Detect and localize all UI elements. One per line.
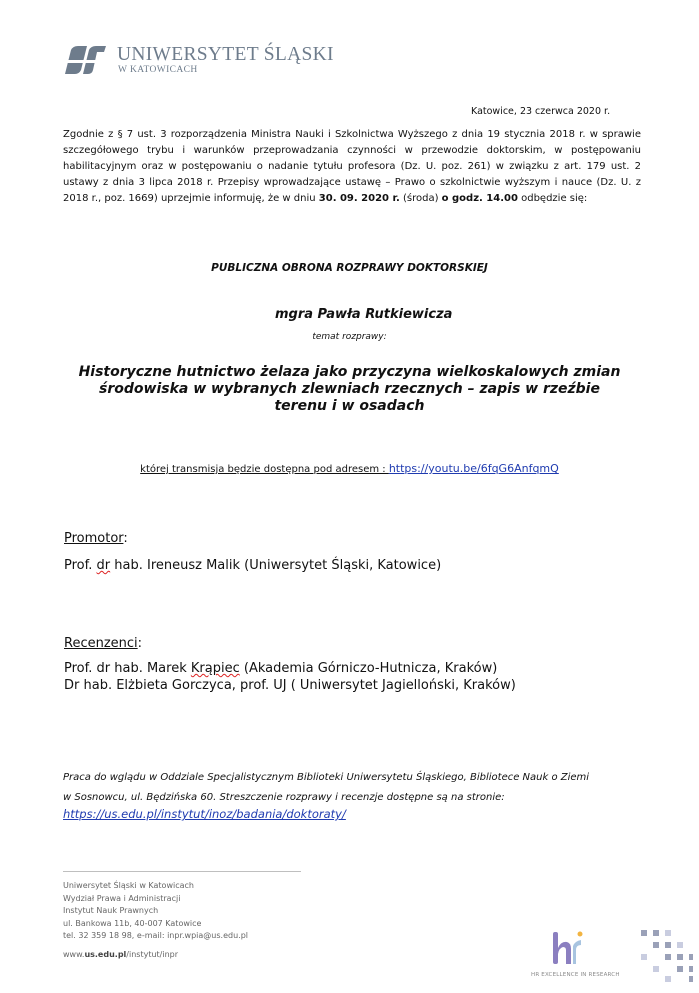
title-line-3: terenu i w osadach <box>274 398 425 414</box>
promoter-colon: : <box>123 531 128 546</box>
defense-time: o godz. 14.00 <box>441 193 518 204</box>
hr-excellence-logo-icon <box>549 928 585 968</box>
footer-website[interactable] <box>63 950 178 959</box>
candidate-name: mgra Pawła Rutkiewicza <box>275 307 453 322</box>
promoter-dr: dr <box>96 558 111 573</box>
university-name: UNIWERSYTET ŚLĄSKI <box>117 44 334 65</box>
reviewer-1-surname: Krąpiec <box>190 661 240 676</box>
promoter-prof: Prof. <box>64 558 97 573</box>
reviewers-heading-row <box>64 636 142 651</box>
web-domain: us.edu.pl <box>84 950 127 959</box>
footer-address <box>63 880 248 943</box>
promoter-entry <box>64 558 441 573</box>
intro-paragraph <box>63 127 641 207</box>
reviewer-1-pre: Prof. dr hab. Marek <box>64 661 191 676</box>
stream-link[interactable]: https://youtu.be/6fqG6AnfqmQ <box>388 462 559 475</box>
title-line-2: środowiska w wybranych zlewniach rzecznych – zapis w rzeźbie <box>99 381 600 397</box>
footer-line-5: tel. 32 359 18 98, e-mail: inpr.wpia@us.edu.pl <box>63 931 248 941</box>
promoter-rest: hab. Ireneusz Malik (Uniwersytet Śląski, Katowice) <box>110 558 442 573</box>
defense-date: 30. 09. 2020 r. <box>318 193 400 204</box>
defense-day: (środa) <box>399 193 442 204</box>
note-line-1: Praca do wglądu w Oddziale Specjalistycznym Biblioteki Uniwersytetu Śląskiego, Bibliotece Nauk o Ziemi <box>63 772 590 783</box>
web-path: /instytut/inpr <box>126 950 179 959</box>
promoter-heading-row <box>64 531 128 546</box>
footer-line-1: Uniwersytet Śląski w Katowicach <box>63 881 194 890</box>
title-line-1: Historyczne hutnictwo żelaza jako przyczyna wielkoskalowych zmian <box>78 364 621 380</box>
note-paragraph <box>63 768 653 808</box>
dot-grid-icon <box>641 928 693 982</box>
doctorates-link[interactable]: https://us.edu.pl/instytut/inoz/badania/doktoraty/ <box>63 807 346 821</box>
dissertation-title <box>0 364 699 415</box>
footer-line-4: ul. Bankowa 11b, 40-007 Katowice <box>63 918 202 928</box>
document-date: Katowice, 23 czerwca 2020 r. <box>471 106 611 117</box>
stream-line <box>0 462 699 475</box>
intro-tail: odbędzie się: <box>517 193 588 204</box>
hr-excellence-text: HR EXCELLENCE IN RESEARCH <box>531 972 620 978</box>
footer-divider <box>63 871 301 872</box>
footer-line-2: Wydział Prawa i Administracji <box>63 893 181 903</box>
reviewer-1 <box>64 661 497 676</box>
reviewer-1-post: (Akademia Górniczo-Hutnicza, Kraków) <box>239 661 498 676</box>
defense-heading: PUBLICZNA OBRONA ROZPRAWY DOKTORSKIEJ <box>211 262 488 274</box>
reviewer-2: Dr hab. Elżbieta Gorczyca, prof. UJ ( Uniwersytet Jagielloński, Kraków) <box>64 678 516 693</box>
promoter-heading: Promotor <box>64 531 124 546</box>
university-logo-icon <box>63 44 107 76</box>
university-city: W KATOWICACH <box>118 65 198 75</box>
reviewers-heading: Recenzenci <box>64 636 138 651</box>
stream-label: której transmisja będzie dostępna pod adresem : <box>140 464 389 475</box>
footer-line-3: Instytut Nauk Prawnych <box>63 906 159 916</box>
reviewers-colon: : <box>137 636 143 651</box>
topic-label: temat rozprawy: <box>312 332 387 342</box>
note-line-2: w Sosnowcu, ul. Będzińska 60. Streszczenie rozprawy i recenzje dostępne są na stronie: <box>63 792 505 803</box>
intro-text: Zgodnie z § 7 ust. 3 rozporządzenia Ministra Nauki i Szkolnictwa Wyższego z dnia 19 stycznia 2018 r. w sprawie szczegółowego trybu i warunków przeprowadzania czynności w przewodzie doktorskim, w postępowaniu habilitacyjnym oraz w postępowaniu o nadanie tytułu profesora (Dz. U. poz. 261) w związku z art. 179 ust. 2 ustawy z dnia 3 lipca 2018 r. Przepisy wprowadzające ustawę – Prawo o szkolnictwie wyższym i nauce (Dz. U. z 2018 r., poz. 1669) uprzejmie informuję, że w dniu <box>63 129 641 204</box>
web-prefix: www. <box>63 950 85 959</box>
